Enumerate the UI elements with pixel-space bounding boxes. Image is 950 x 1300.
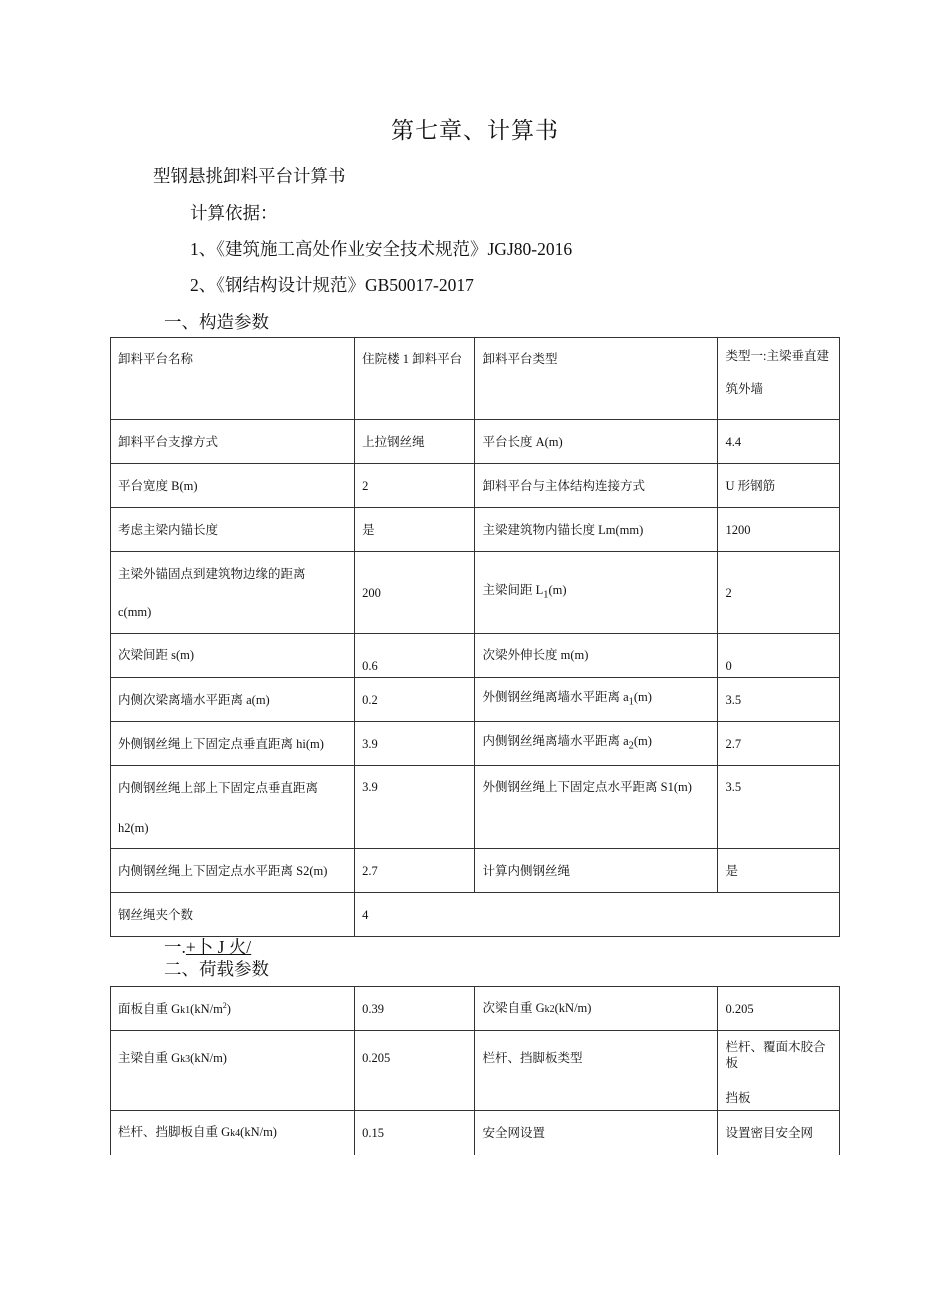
cell-line: 筑外墙 (725, 382, 763, 396)
cell-subscript: k4 (230, 1127, 241, 1139)
basis-item-2: 2、《钢结构设计规范》GB50017-2017 (190, 275, 474, 295)
cell-subscript: 2 (628, 740, 634, 752)
table-row (111, 678, 840, 722)
table-cell: 卸料平台与主体结构连接方式 (475, 464, 718, 508)
table-row (111, 766, 840, 849)
table-cell (111, 722, 355, 766)
table-cell: 200 (355, 552, 475, 634)
table-cell: 内侧次梁离墙水平距离 a(m) (111, 678, 355, 722)
table-cell: 次梁外伸长度 m(m) (475, 634, 718, 678)
cell-text: (m) (305, 736, 324, 751)
table-row (111, 987, 840, 1031)
basis-heading: 计算依据： (190, 203, 278, 223)
table-row (111, 552, 840, 634)
cell-text: (m) (633, 689, 652, 704)
cell-line: c(mm) (118, 604, 152, 619)
cell-text: (kN/m) (190, 1051, 227, 1065)
table-row (111, 722, 840, 766)
table-cell: 0.2 (355, 678, 475, 722)
table-cell (718, 1031, 840, 1111)
cell-text: 栏杆、挡脚板自重 G (118, 1124, 231, 1139)
table-cell (718, 338, 840, 420)
cell-text: 外侧钢丝绳上下固定点垂直距离 h (118, 736, 303, 751)
table-cell: 设置密目安全网 (718, 1111, 840, 1155)
table-cell: 安全网设置 (475, 1111, 718, 1155)
cell-text: (kN/m) (240, 1124, 277, 1139)
table-cell: 钢丝绳夹个数 (111, 893, 355, 937)
table-cell (111, 766, 355, 849)
table-cell (475, 766, 718, 849)
cell-text: 次梁自重 G (482, 1000, 545, 1015)
fragment-prefix: 一. (164, 937, 186, 957)
table-cell: 0.205 (718, 987, 840, 1031)
table-cell: 2.7 (355, 849, 475, 893)
cell-superscript: 2 (222, 1000, 227, 1010)
table-cell: 2.7 (718, 722, 840, 766)
table-cell: 3.9 (355, 766, 475, 849)
cell-text: 主梁自重 G (118, 1051, 181, 1065)
table-cell: 卸料平台类型 (475, 338, 718, 420)
cell-line: 内侧钢丝绳上部上下固定点垂直距离 (118, 781, 319, 795)
table-cell: 次梁间距 s(m) (111, 634, 355, 678)
table-cell: 平台宽度 B(m) (111, 464, 355, 508)
doc-title: 型钢悬挑卸料平台计算书 (153, 166, 346, 186)
cell-line: 主梁外锚固点到建筑物边缘的距离 (118, 566, 306, 581)
table-cell: 3.5 (718, 766, 840, 849)
table-cell: 0.205 (355, 1031, 475, 1111)
table-cell: 是 (355, 508, 475, 552)
table-cell: 3.5 (718, 678, 840, 722)
cell-text: 外侧钢丝绳上下固定点水平距离 S (482, 780, 668, 794)
table-cell: U 形钢筋 (718, 464, 840, 508)
cell-text: 内侧钢丝绳上下固定点水平距离 S (118, 863, 304, 878)
cell-subscript: 2 (303, 863, 310, 878)
cell-subscript: 1 (628, 696, 634, 708)
table-row (111, 634, 840, 678)
cell-text: (m) (673, 780, 692, 794)
cell-text: h (118, 821, 125, 835)
cell-text: 面板自重 G (118, 1002, 181, 1017)
table-cell: 计算内侧钢丝绳 (475, 849, 718, 893)
table-cell: 0 (718, 634, 840, 678)
cell-line: 挡板 (725, 1091, 751, 1105)
table-cell (111, 552, 355, 634)
table-cell (475, 552, 718, 634)
table-cell (475, 722, 718, 766)
table-cell: 0.6 (355, 634, 475, 678)
table-row (111, 338, 840, 420)
cell-text: (m) (309, 863, 328, 878)
cell-line: 类型一:主梁垂直建 (725, 349, 829, 363)
table-row (111, 508, 840, 552)
cell-text: ) (226, 1002, 231, 1017)
load-params-table (110, 986, 840, 1155)
table-cell: 1200 (718, 508, 840, 552)
table-cell: 2 (355, 464, 475, 508)
table-cell (475, 987, 718, 1031)
table-cell: 住院楼 1 卸料平台 (355, 338, 475, 420)
cell-text: 主梁间距 L (482, 582, 544, 597)
table-cell (475, 678, 718, 722)
cell-text: 外侧钢丝绳离墙水平距离 a (482, 689, 629, 704)
cell-text: (kN/m (190, 1002, 223, 1017)
cell-subscript: k3 (180, 1054, 191, 1065)
table-cell: 卸料平台支撑方式 (111, 420, 355, 464)
table-cell (111, 1031, 355, 1111)
table-cell: 栏杆、挡脚板类型 (475, 1031, 718, 1111)
cell-line (118, 808, 347, 848)
table-row (111, 1031, 840, 1111)
table-row (111, 893, 840, 937)
cell-subscript: 2 (124, 821, 131, 835)
table-cell: 4.4 (718, 420, 840, 464)
table-row (111, 464, 840, 508)
structure-params-table (110, 337, 840, 937)
table-cell: 0.15 (355, 1111, 475, 1155)
cell-subscript: 1 (543, 589, 549, 601)
cell-line: 栏杆、覆面木胶合板 (725, 1040, 826, 1070)
cell-subscript: k1 (180, 1005, 191, 1017)
table-cell: 考虑主梁内锚长度 (111, 508, 355, 552)
table-row (111, 849, 840, 893)
table-cell: 2 (718, 552, 840, 634)
table-cell: 平台长度 A(m) (475, 420, 718, 464)
table-cell: 3.9 (355, 722, 475, 766)
table-cell: 主梁建筑物内锚长度 Lm(mm) (475, 508, 718, 552)
section-heading-structure: 一、构造参数 (164, 312, 269, 332)
cell-subscript: 1 (667, 780, 674, 794)
table-cell: 4 (355, 893, 840, 937)
cell-text: (m) (548, 582, 567, 597)
table-cell (111, 1111, 355, 1155)
cell-text: 内侧钢丝绳离墙水平距离 a (482, 733, 629, 748)
cell-subscript: k2 (544, 1003, 555, 1015)
cell-text: (m) (130, 821, 149, 835)
table-cell: 卸料平台名称 (111, 338, 355, 420)
chapter-title: 第七章、计算书 (391, 118, 559, 143)
table-row (111, 420, 840, 464)
table-cell (111, 849, 355, 893)
table-cell (111, 987, 355, 1031)
cell-text: (m) (633, 733, 652, 748)
table-cell: 是 (718, 849, 840, 893)
table-cell: 上拉钢丝绳 (355, 420, 475, 464)
table-cell: 0.39 (355, 987, 475, 1031)
table-row (111, 1111, 840, 1155)
cell-text: (kN/m) (554, 1000, 592, 1015)
basis-item-1: 1、《建筑施工高处作业安全技术规范》JGJ80-2016 (190, 239, 573, 259)
cell-subscript: i (302, 736, 306, 751)
section-heading-load: 二、荷载参数 (164, 959, 269, 979)
fragment-underlined: +卜 J 火/ (185, 937, 252, 957)
